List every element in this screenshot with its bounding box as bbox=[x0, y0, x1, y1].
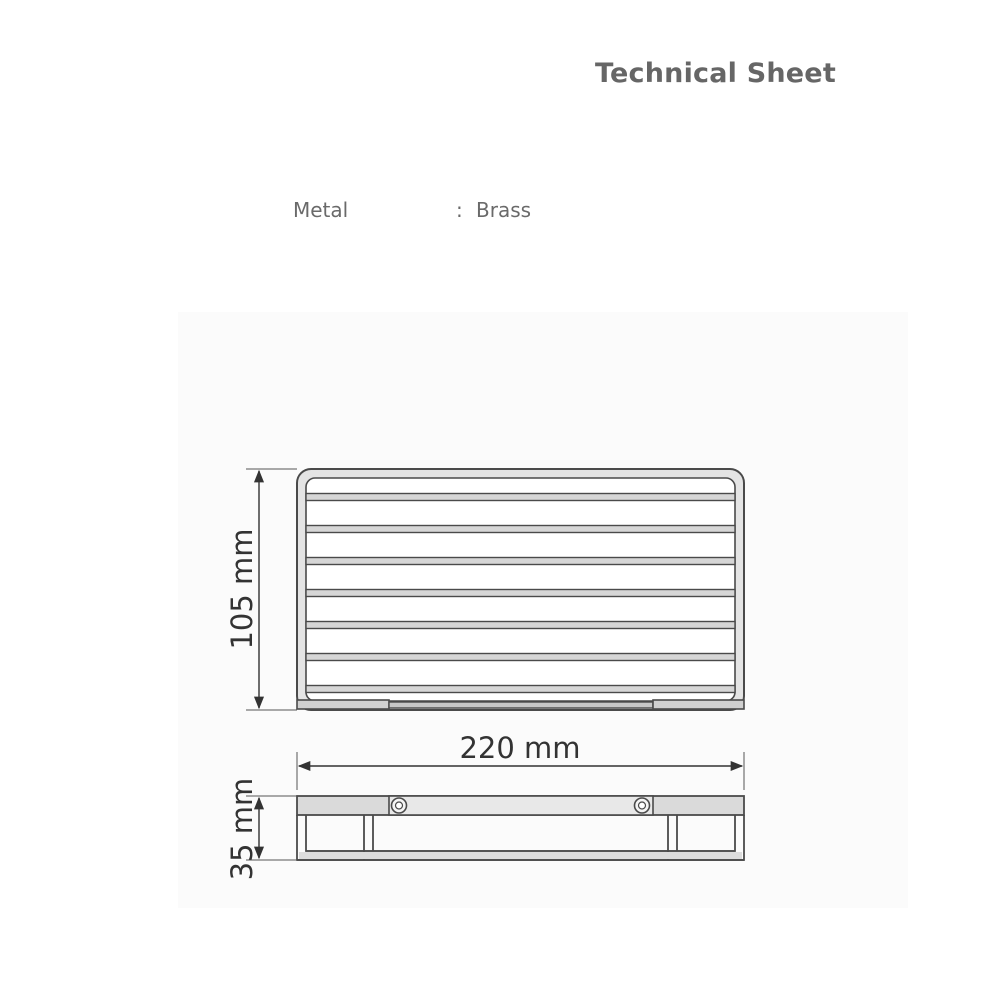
height-dimension bbox=[225, 469, 297, 710]
width-dimension bbox=[297, 731, 744, 790]
top-view bbox=[297, 469, 744, 710]
basket-rod bbox=[306, 558, 735, 565]
width-dimension-label: 220 mm bbox=[459, 731, 581, 765]
spec-label-metal: Metal bbox=[293, 198, 349, 222]
spec-separator: : bbox=[456, 198, 463, 222]
depth-dimension-label: 35 mm bbox=[225, 777, 259, 881]
basket-rod bbox=[306, 686, 735, 693]
page-title: Technical Sheet bbox=[595, 58, 836, 89]
basket-rod bbox=[306, 622, 735, 629]
depth-dimension bbox=[225, 778, 297, 881]
height-dimension-label: 105 mm bbox=[225, 528, 259, 650]
front-view bbox=[297, 796, 744, 860]
basket-rod bbox=[306, 526, 735, 533]
basket-rod bbox=[306, 494, 735, 501]
spec-value-metal: Brass bbox=[476, 198, 532, 222]
mounting-plate bbox=[389, 796, 653, 815]
basket-rod bbox=[306, 654, 735, 661]
front-rail-right bbox=[653, 700, 744, 709]
front-rail-center bbox=[389, 702, 653, 708]
basket-rod bbox=[306, 590, 735, 597]
front-rail-left bbox=[297, 700, 389, 709]
